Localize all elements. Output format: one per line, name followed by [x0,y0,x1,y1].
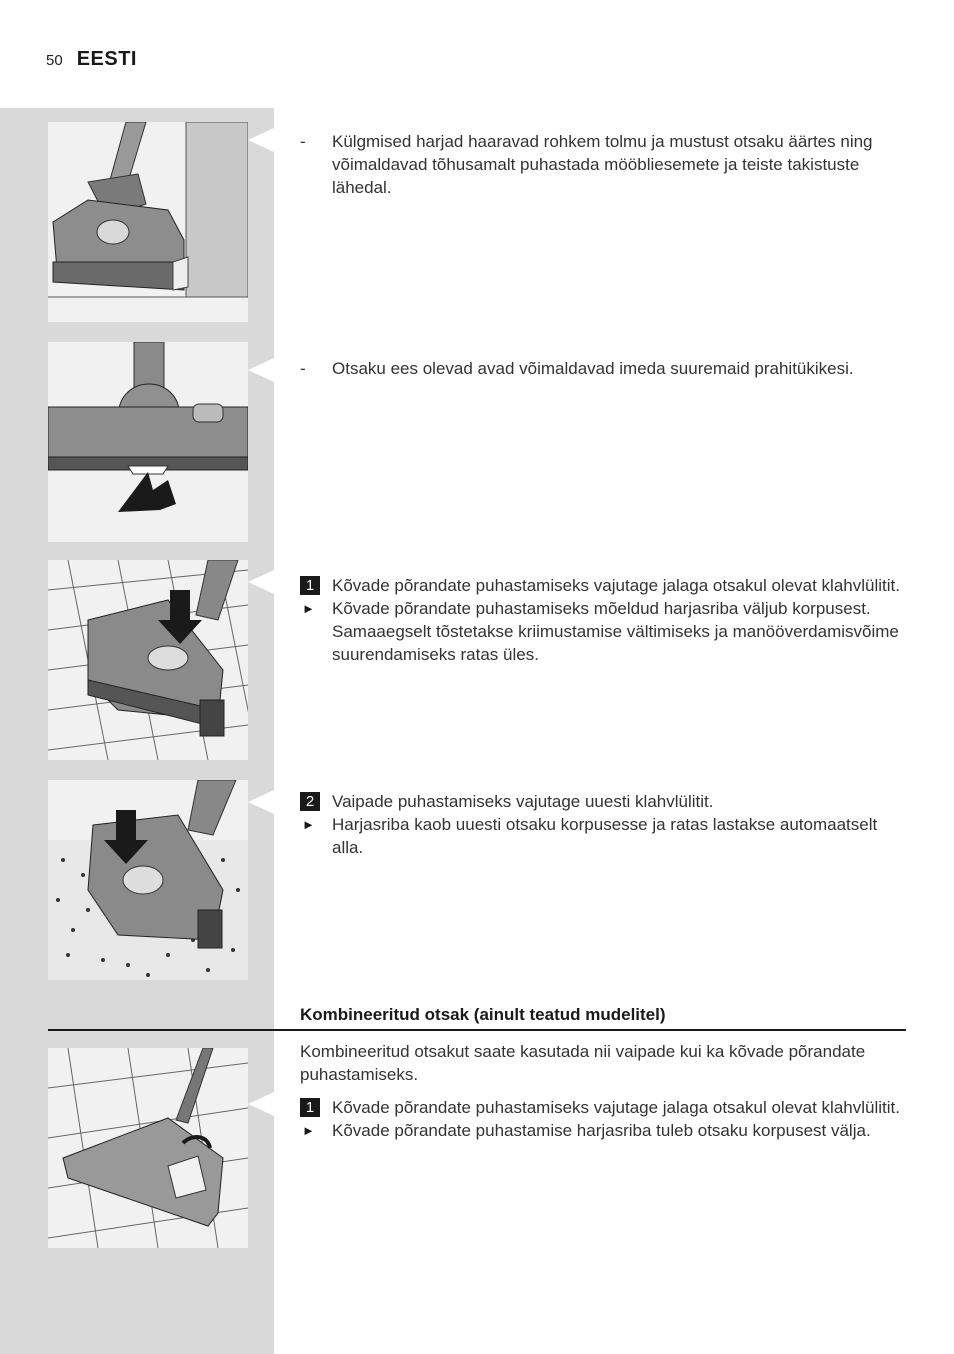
list-item [300,130,906,199]
item-text: Kõvade põrandate puhastamiseks vajutage jalaga otsakul olevat klahvlülitit. [332,576,900,595]
item-text: Kõvade põrandate puhastamise harjasriba tuleb otsaku korpusest välja. [332,1121,871,1140]
result-triangle-icon: ► [302,817,315,832]
section-heading: Kombineeritud otsak (ainult teatud mudelitel) [300,1005,666,1024]
result-triangle-icon: ► [302,1123,315,1138]
result-item [300,597,906,666]
item-text: Kõvade põrandate puhastamiseks vajutage jalaga otsakul olevat klahvlülitit. [332,1098,900,1117]
result-item [300,813,906,859]
text-block-carpet [300,790,906,859]
step-item [300,574,906,597]
figure-pointer [248,128,274,152]
dash-marker: - [300,359,306,378]
step-number-badge: 2 [300,792,320,811]
nozzle-hard-floor-pedal-illustration [48,560,248,760]
language-heading: EESTI [76,48,137,70]
nozzle-carpet-pedal-illustration [48,780,248,980]
step-item [300,1096,906,1119]
result-triangle-icon: ► [302,601,315,616]
page-number: 50 [46,52,63,69]
text-block-hard-floor [300,574,906,666]
item-text: Vaipade puhastamiseks vajutage uuesti klahvlülitit. [332,792,714,811]
figure-pointer [248,358,274,382]
figure-pointer [248,1092,274,1116]
step-item [300,790,906,813]
figure-pointer [248,570,274,594]
text-block-side-brushes [300,130,906,199]
item-text: Harjasriba kaob uuesti otsaku korpusesse ja ratas lastakse automaatselt alla. [332,815,878,857]
nozzle-side-brushes-illustration [48,122,248,322]
text-block-front-openings [300,357,906,380]
text-block-combination-nozzle [300,1040,906,1142]
figure-pointer [248,790,274,814]
nozzle-front-openings-illustration [48,342,248,542]
item-text: Kõvade põrandate puhastamiseks mõeldud harjasriba väljub korpusest. Samaaegselt tõstetakse kriimustamise vältimiseks ja manööverdamisvõime suurendamiseks ratas üles. [332,599,899,664]
dash-marker: - [300,132,306,151]
step-number-badge: 1 [300,1098,320,1117]
page-header [46,48,137,74]
list-item [300,357,906,380]
combination-nozzle-illustration [48,1048,248,1248]
section-intro: Kombineeritud otsakut saate kasutada nii vaipade kui ka kõvade põrandate puhastamiseks. [300,1042,866,1084]
step-number-badge: 1 [300,576,320,595]
item-text: Külgmised harjad haaravad rohkem tolmu ja mustust otsaku äärtes ning võimaldavad tõhusamalt puhastada mööbliesemete ja teiste takistuste lähedal. [332,132,873,197]
result-item [300,1119,906,1142]
section-divider [48,1029,906,1031]
item-text: Otsaku ees olevad avad võimaldavad imeda suuremaid prahitükikesi. [332,359,854,378]
